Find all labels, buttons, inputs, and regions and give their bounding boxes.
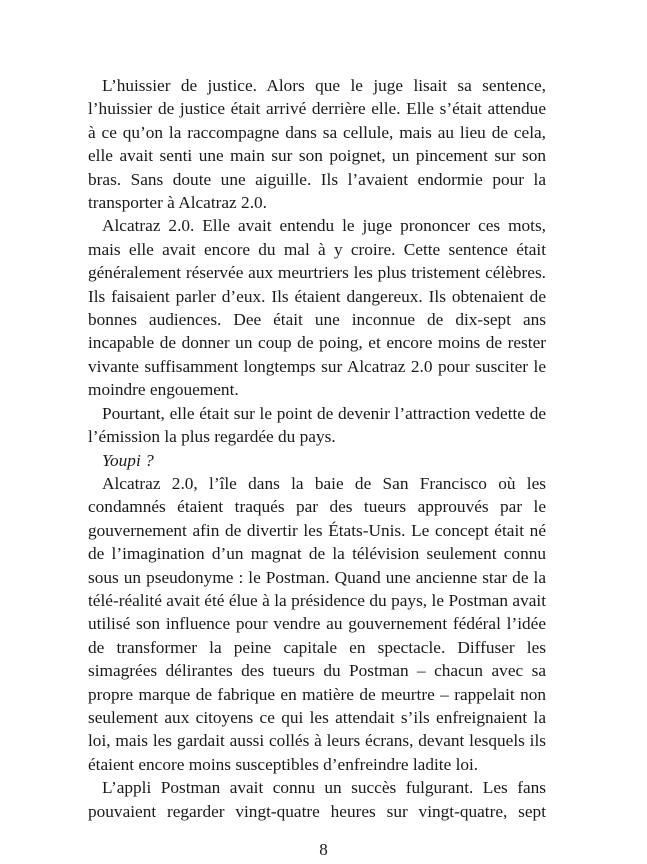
paragraph-appli-postman: L’appli Postman avait connu un succès fulgurant. Les fans pouvaient regarder vingt-quatre heures sur vingt-quatre, sept [88,778,546,821]
youpi-italic: Youpi ? [102,450,154,470]
paragraph-huissier: L’huissier de justice. Alors que le juge lisait sa sentence, l’huissier de justice était arrivé derrière elle. Elle s’était attendue à ce qu’on la raccompagne dans sa cellule, mais au lieu de cela, elle avait senti une main sur son poignet, un pincement sur son bras. Sans doute une aiguille. Ils l’avaient endormie pour la transporter à Alcatraz 2.0. [88,76,546,213]
paragraph-pourtant: Pourtant, elle était sur le point de devenir l’attraction vedette de l’émission la plus regardée du pays. [88,403,546,447]
paragraph-alcatraz-island: Alcatraz 2.0, l’île dans la baie de San Francisco où les condamnés étaient traqués par des tueurs approuvés par le gouvernement afin de divertir les États-Unis. Le concept était né de l’imagination d’un magnat de la télévision seulement connu sous un pseudonyme : le Postman. Quand une ancienne star de la télé-réalité avait été élue à la présidence du pays, le Postman avait utilisé son influence pour vendre au gouvernement fédéral l’idée de transformer la peine capitale en spectacle. Diffuser les simagrées délirantes des tueurs du Postman – chacun avec sa propre marque de fabrique en matière de meurtre – rappelait non seulement aux citoyens ce qui les attendait s’ils enfreignaient la loi, mais les gardait aussi collés à leurs écrans, devant lesquels ils étaient encore moins susceptibles d’enfreindre ladite loi. [88,473,546,774]
page-number: 8 [319,840,328,859]
body-text [88,74,546,823]
paragraph-youpi [88,449,546,472]
paragraph-alcatraz-sentence: Alcatraz 2.0. Elle avait entendu le juge prononcer ces mots, mais elle avait encore du mal à y croire. Cette sentence était généralement réservée aux meurtriers les plus tristement célèbres. Ils faisaient parler d’eux. Ils étaient dangereux. Ils obtenaient de bonnes audiences. Dee était une inconnue de dix-sept ans incapable de donner un coup de poing, et encore moins de rester vivante suffisamment longtemps sur Alcatraz 2.0 pour susciter le moindre engouement. [88,216,546,400]
